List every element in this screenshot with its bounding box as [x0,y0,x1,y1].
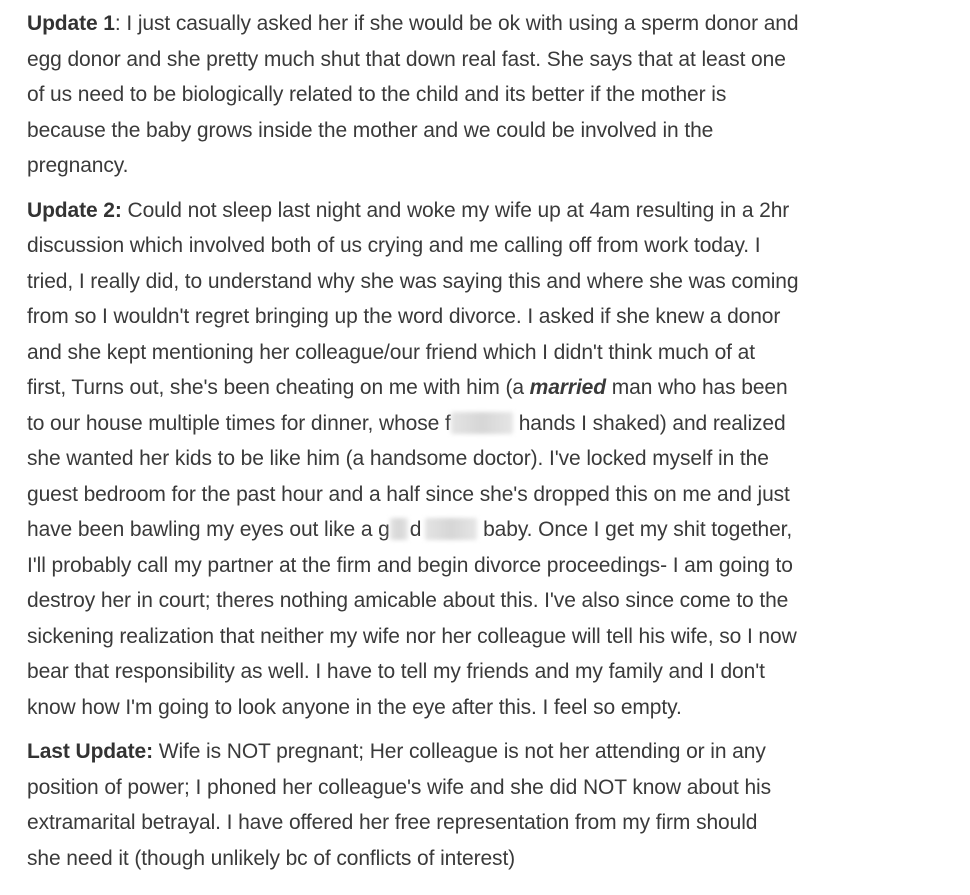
post-updates-document [27,6,967,885]
last-update-label: Last Update: [27,740,153,763]
update-2-text-part-5: baby. Once I get my shit together, I'll probably call my partner at the firm and begin divorce proceedings- I am going to destroy her in court; theres nothing amicable about this. I've also since come to the sickening realization that neither my wife nor her colleague will tell his wife, so I now bear that responsibility as well. I have to tell my friends and my family and I don't know how I'm going to look anyone in the eye after this. I feel so empty. [27,518,797,719]
update-1-text: I just casually asked her if she would be ok with using a sperm donor and egg donor and she pretty much shut that down real fast. She says that at least one of us need to be biologically related to the child and its better if the mother is because the baby grows inside the mother and we could be involved in the pregnancy. [27,12,799,177]
censored-word-blur [425,518,477,540]
update-2-text-part-4: d [409,518,422,541]
update-1-label: Update 1 [27,12,115,35]
last-update-text: Wife is NOT pregnant; Her colleague is not her attending or in any position of power; I phoned her colleague's wife and she did NOT know about his extramarital betrayal. I have offered her free representation from my firm should she need it (though unlikely bc of conflicts of interest) [27,740,772,870]
update-2-text-part-3: hands I shaked) and realized she wanted her kids to be like him (a handsome doctor). I've locked myself in the guest bedroom for the past hour and a half since she's dropped this on me and just have been bawling my eyes out like a g [27,411,790,541]
censored-word-blur [451,412,513,434]
update-1-colon: : [114,12,121,35]
update-2-paragraph [27,193,967,726]
update-2-text-part-1: Could not sleep last night and woke my wife up at 4am resulting in a 2hr discussion which involved both of us crying and me calling off from work today. I tried, I really did, to understand why she was saying this and where she was coming from so I wouldn't regret bringing up the word divorce. I asked if she knew a donor and she kept mentioning her colleague/our friend which I didn't think much of at first, Turns out, she's been cheating on me with him (a [27,198,799,399]
emphasized-word: married [529,376,606,399]
last-update-paragraph [27,734,967,876]
update-2-text-part-2: man who has been to our house multiple times for dinner, whose f [27,376,788,435]
update-1-paragraph [27,6,967,184]
update-2-label: Update 2: [27,198,122,222]
censored-word-blur [390,518,408,540]
